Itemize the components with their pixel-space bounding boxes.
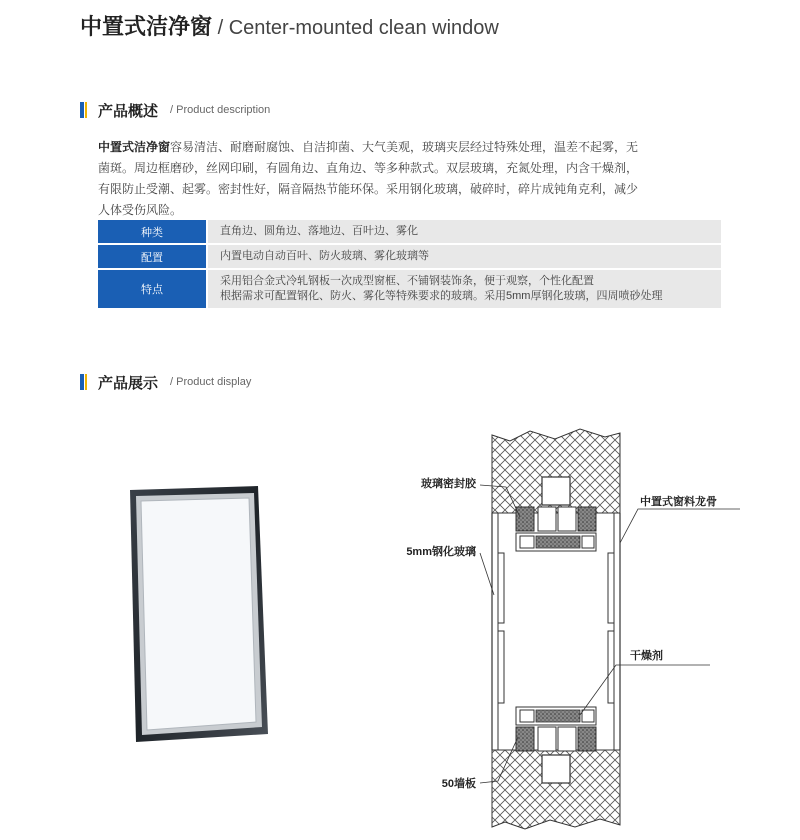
- glass-pane-left-upper: [498, 553, 504, 623]
- label-sealant: 玻璃密封胶: [421, 478, 476, 490]
- cross-section-diagram: [370, 425, 750, 835]
- section-title-cn: 产品概述: [98, 103, 159, 120]
- frame-glass: [141, 498, 256, 730]
- page-title-en: Center-mounted clean window: [228, 17, 499, 39]
- label-keel: 中置式窗料龙骨: [640, 496, 717, 508]
- page-title-sep: /: [212, 17, 229, 39]
- section-marker-accent: [85, 102, 87, 118]
- sealant-bottom-right: [578, 727, 596, 751]
- section-marker: [80, 374, 84, 390]
- sealant-top-right: [578, 507, 596, 531]
- spec-value: [208, 220, 721, 243]
- glass-pane-right-lower: [608, 631, 614, 703]
- sealant-bottom-left: [516, 727, 534, 751]
- spec-value-line: 内置电动自动百叶、防火玻璃、雾化玻璃等: [220, 250, 429, 262]
- label-wall-panel: 50墙板: [441, 778, 476, 790]
- spec-row-type: [98, 220, 721, 243]
- product-description: [98, 137, 643, 221]
- spec-key: 特点: [98, 270, 206, 308]
- desiccant-bottom: [536, 710, 580, 722]
- section-title-en: / Product display: [170, 376, 252, 388]
- spec-value-line: 根据需求可配置钢化、防火、雾化等特殊要求的玻璃。采用5mm厚钢化玻璃，四周喷砂处理: [220, 290, 663, 302]
- window-frame-image: [130, 486, 280, 742]
- spec-value: [208, 270, 721, 308]
- page-title-cn: 中置式洁净窗: [80, 14, 213, 39]
- spec-value-line: 直角边、圆角边、落地边、百叶边、雾化: [220, 225, 418, 237]
- spec-row-features: [98, 270, 721, 308]
- desiccant-top: [536, 536, 580, 548]
- section-title-en: / Product description: [170, 104, 271, 116]
- spec-table: [98, 220, 721, 310]
- section-title-cn: 产品展示: [98, 375, 159, 392]
- sealant-top-left: [516, 507, 534, 531]
- spec-row-config: [98, 245, 721, 268]
- description-body: 容易清洁、耐磨耐腐蚀、自洁抑菌、大气美观，玻璃夹层经过特殊处理，温差不起雾，无菌斑。周边框磨砂，丝网印刷，有圆角边、直角边、等多种款式。双层玻璃，充氮处理，内含干燥剂，有限防止受潮、起雾。密封性好，隔音隔热节能环保。采用钢化玻璃，破碎时，碎片成钝角克利，减少人体受伤风险。: [98, 140, 639, 217]
- glass-pane-left-lower: [498, 631, 504, 703]
- spec-key: 配置: [98, 245, 206, 268]
- spec-value: [208, 245, 721, 268]
- spec-key: 种类: [98, 220, 206, 243]
- description-lead: 中置式洁净窗: [98, 140, 171, 154]
- page-title: [80, 10, 499, 41]
- section-marker: [80, 102, 84, 118]
- section-marker-accent: [85, 374, 87, 390]
- label-desiccant: 干燥剂: [630, 650, 663, 662]
- label-glass: 5mm钢化玻璃: [406, 546, 476, 558]
- spec-value-line: 采用铝合金式冷轧钢板一次成型窗框、不铺钢装饰条，便于观察，个性化配置: [220, 275, 594, 287]
- glass-pane-right-upper: [608, 553, 614, 623]
